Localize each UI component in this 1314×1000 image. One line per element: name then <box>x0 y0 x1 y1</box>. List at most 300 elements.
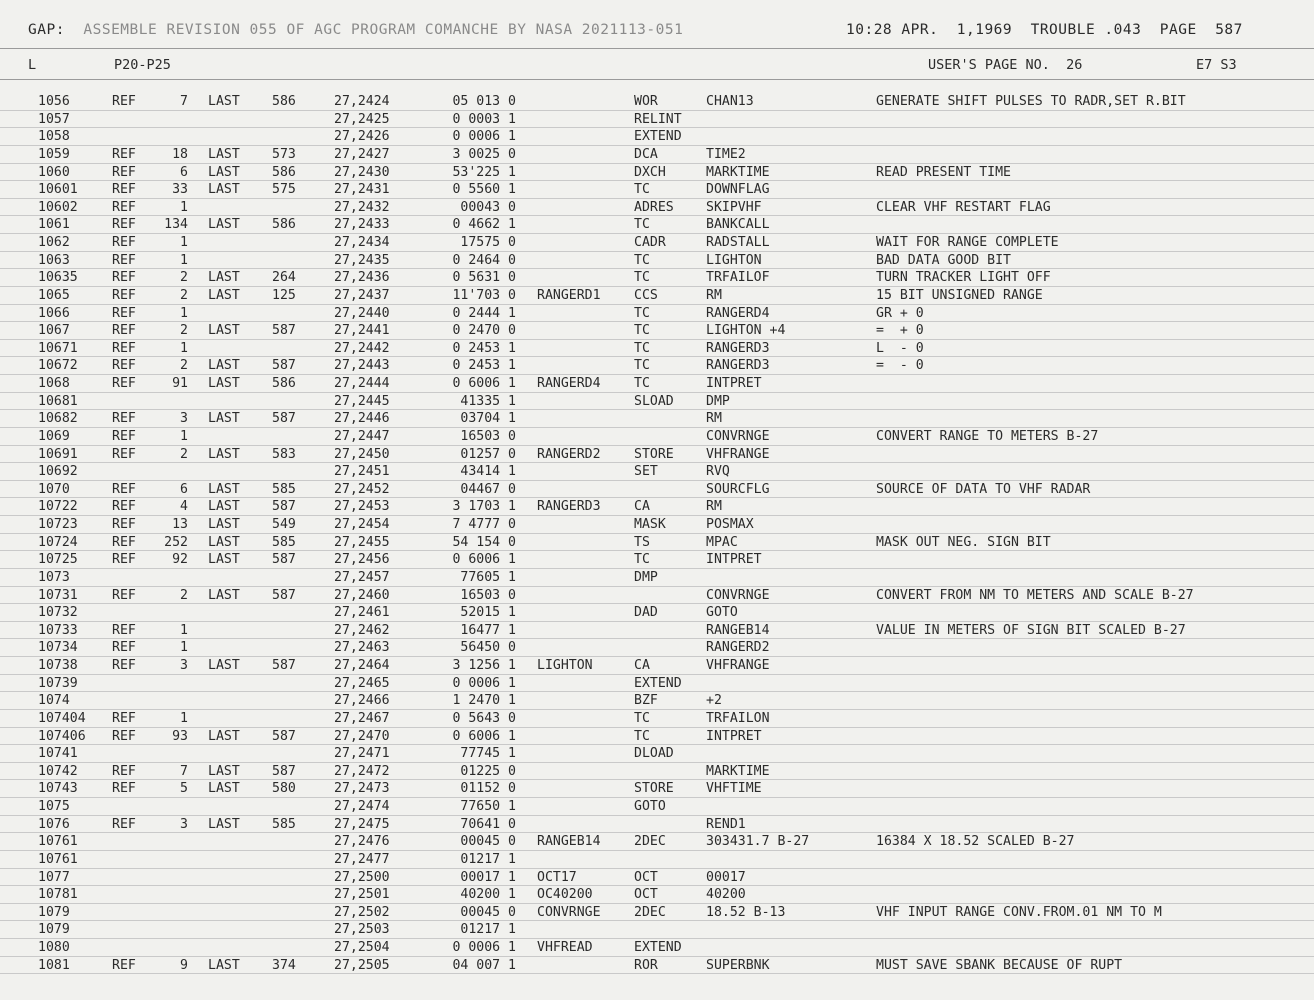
last-tag: LAST <box>208 816 240 832</box>
comment: VHF INPUT RANGE CONV.FROM.01 NM TO M <box>876 904 1162 920</box>
ref-count: 3 <box>180 658 188 673</box>
line-number: 1066 <box>38 305 70 321</box>
ref-tag: REF <box>112 781 136 797</box>
last-tag: LAST <box>208 587 240 603</box>
ref-tag: REF <box>112 728 136 744</box>
last-page: 585 <box>272 816 296 832</box>
listing-row <box>0 886 1314 904</box>
comment: WAIT FOR RANGE COMPLETE <box>876 235 1059 250</box>
comment: MUST SAVE SBANK BECAUSE OF RUPT <box>876 957 1123 973</box>
address: 27,2442 <box>334 340 390 356</box>
address: 27,2475 <box>334 816 390 832</box>
comment: = - 0 <box>876 358 924 374</box>
ref-count: 2 <box>180 358 188 374</box>
listing-row <box>0 481 1314 499</box>
ref-tag: REF <box>112 710 136 726</box>
operand: 00017 <box>706 869 746 885</box>
opcode: TC <box>634 252 650 268</box>
octal-code: 0 0006 1 <box>452 129 516 145</box>
listing-row <box>0 904 1314 922</box>
operand: 18.52 B-13 <box>706 904 786 920</box>
line-number: 1074 <box>38 693 70 709</box>
line-number: 1080 <box>38 940 70 955</box>
opcode: EXTEND <box>634 940 682 955</box>
ref-tag: REF <box>112 517 136 532</box>
operand: CHAN13 <box>706 94 754 109</box>
listing-row <box>0 410 1314 428</box>
octal-code: 16477 1 <box>460 622 516 638</box>
ref-tag: REF <box>112 552 136 568</box>
last-page: 264 <box>272 270 296 286</box>
last-page: 125 <box>272 287 296 303</box>
octal-code: 0 5643 0 <box>452 710 516 726</box>
opcode: EXTEND <box>634 675 682 691</box>
operand: RVQ <box>706 464 730 480</box>
listing-row <box>0 463 1314 481</box>
listing-row <box>0 622 1314 640</box>
line-number: 1077 <box>38 869 70 885</box>
ref-count: 7 <box>180 763 188 779</box>
ref-tag: REF <box>112 252 136 268</box>
listing-row <box>0 393 1314 411</box>
opcode: RELINT <box>634 111 682 127</box>
line-number: 10761 <box>38 834 78 850</box>
listing-row <box>0 269 1314 287</box>
line-number: 10671 <box>38 340 78 356</box>
line-number: 10733 <box>38 622 78 638</box>
ref-count: 92 <box>172 552 188 568</box>
address: 27,2461 <box>334 605 390 621</box>
address: 27,2457 <box>334 569 390 585</box>
listing-row <box>0 851 1314 869</box>
ref-count: 1 <box>180 428 188 444</box>
line-number: 10725 <box>38 552 78 568</box>
opcode: STORE <box>634 781 674 797</box>
listing-row <box>0 357 1314 375</box>
address: 27,2504 <box>334 940 390 955</box>
octal-code: 53'225 1 <box>452 164 516 180</box>
label: RANGERD1 <box>537 287 601 303</box>
last-tag: LAST <box>208 411 240 427</box>
opcode: TS <box>634 534 650 550</box>
listing-row <box>0 957 1314 975</box>
address: 27,2441 <box>334 323 390 339</box>
line-number: 1058 <box>38 129 70 145</box>
opcode: OCT <box>634 887 658 903</box>
address: 27,2431 <box>334 182 390 198</box>
opcode: CADR <box>634 235 666 250</box>
comment: READ PRESENT TIME <box>876 164 1011 180</box>
octal-code: 01217 1 <box>460 851 516 867</box>
ref-tag: REF <box>112 499 136 515</box>
opcode: DAD <box>634 605 658 621</box>
ref-count: 1 <box>180 340 188 356</box>
ref-count: 13 <box>172 517 188 532</box>
last-tag: LAST <box>208 728 240 744</box>
ref-count: 18 <box>172 146 188 162</box>
line-number: 10741 <box>38 746 78 762</box>
octal-code: 17575 0 <box>460 235 516 250</box>
last-page: 587 <box>272 587 296 603</box>
address: 27,2432 <box>334 199 390 215</box>
ref-count: 2 <box>180 270 188 286</box>
opcode: MASK <box>634 517 666 532</box>
page-reference: E7 S3 <box>1196 57 1237 73</box>
ref-tag: REF <box>112 358 136 374</box>
operand: RM <box>706 411 722 427</box>
octal-code: 0 2470 0 <box>452 323 516 339</box>
label: LIGHTON <box>537 658 593 673</box>
assembly-title: ASSEMBLE REVISION 055 OF AGC PROGRAM COMANCHE BY NASA 2021113-051 <box>83 22 684 38</box>
operand: VHFRANGE <box>706 658 770 673</box>
date-page-info: 10:28 APR. 1,1969 TROUBLE .043 PAGE 587 <box>846 22 1243 38</box>
ref-count: 3 <box>180 411 188 427</box>
listing-row <box>0 587 1314 605</box>
octal-code: 3 0025 0 <box>452 146 516 162</box>
opcode: TC <box>634 305 650 321</box>
listing-row <box>0 939 1314 957</box>
operand: TIME2 <box>706 146 746 162</box>
line-number: 10722 <box>38 499 78 515</box>
opcode: GOTO <box>634 799 666 814</box>
octal-code: 00045 0 <box>460 904 516 920</box>
ref-tag: REF <box>112 217 136 233</box>
line-number: 1079 <box>38 922 70 938</box>
opcode: TC <box>634 358 650 374</box>
address: 27,2451 <box>334 464 390 480</box>
comment: CONVERT RANGE TO METERS B-27 <box>876 428 1099 444</box>
opcode: DCA <box>634 146 658 162</box>
ref-count: 5 <box>180 781 188 797</box>
comment: TURN TRACKER LIGHT OFF <box>876 270 1051 286</box>
subheader-marker: L <box>28 57 37 73</box>
ref-count: 91 <box>172 376 188 391</box>
ref-tag: REF <box>112 481 136 497</box>
listing-row <box>0 675 1314 693</box>
address: 27,2455 <box>334 534 390 550</box>
ref-count: 1 <box>180 199 188 215</box>
ref-count: 9 <box>180 957 188 973</box>
address: 27,2502 <box>334 904 390 920</box>
octal-code: 0 6006 1 <box>452 376 516 391</box>
octal-code: 54 154 0 <box>452 534 516 550</box>
operand: RM <box>706 499 722 515</box>
listing-row <box>0 93 1314 111</box>
address: 27,2500 <box>334 869 390 885</box>
last-page: 583 <box>272 446 296 462</box>
ref-count: 1 <box>180 235 188 250</box>
listing-row <box>0 146 1314 164</box>
header-rule <box>0 48 1314 49</box>
line-number: 1062 <box>38 235 70 250</box>
listing-row <box>0 216 1314 234</box>
last-page: 587 <box>272 552 296 568</box>
line-number: 10742 <box>38 763 78 779</box>
listing-row <box>0 446 1314 464</box>
address: 27,2505 <box>334 957 390 973</box>
octal-code: 40200 1 <box>460 887 516 903</box>
last-tag: LAST <box>208 270 240 286</box>
line-number: 1063 <box>38 252 70 268</box>
listing-row <box>0 534 1314 552</box>
last-page: 587 <box>272 358 296 374</box>
operand: INTPRET <box>706 728 762 744</box>
ref-count: 2 <box>180 323 188 339</box>
address: 27,2437 <box>334 287 390 303</box>
address: 27,2424 <box>334 94 390 109</box>
listing-row <box>0 498 1314 516</box>
opcode: ROR <box>634 957 658 973</box>
ref-tag: REF <box>112 446 136 462</box>
operand: 303431.7 B-27 <box>706 834 810 850</box>
address: 27,2452 <box>334 481 390 497</box>
listing-row <box>0 833 1314 851</box>
opcode: TC <box>634 710 650 726</box>
operand: SOURCFLG <box>706 481 770 497</box>
ref-count: 2 <box>180 587 188 603</box>
operand: CONVRNGE <box>706 428 770 444</box>
last-page: 586 <box>272 164 296 180</box>
label: CONVRNGE <box>537 904 601 920</box>
octal-code: 05 013 0 <box>452 94 516 109</box>
opcode: DXCH <box>634 164 666 180</box>
operand: LIGHTON <box>706 252 762 268</box>
label: VHFREAD <box>537 940 593 955</box>
ref-count: 6 <box>180 164 188 180</box>
last-tag: LAST <box>208 376 240 391</box>
section-title: P20-P25 <box>114 57 171 73</box>
address: 27,2430 <box>334 164 390 180</box>
address: 27,2460 <box>334 587 390 603</box>
last-tag: LAST <box>208 957 240 973</box>
page-header <box>28 22 1308 44</box>
listing-row <box>0 111 1314 129</box>
label: OC40200 <box>537 887 593 903</box>
octal-code: 01152 0 <box>460 781 516 797</box>
opcode: OCT <box>634 869 658 885</box>
line-number: 10692 <box>38 464 78 480</box>
listing-row <box>0 340 1314 358</box>
ref-count: 2 <box>180 287 188 303</box>
listing-row <box>0 322 1314 340</box>
operand: MARKTIME <box>706 763 770 779</box>
line-number: 10731 <box>38 587 78 603</box>
octal-code: 04 007 1 <box>452 957 516 973</box>
listing-row <box>0 921 1314 939</box>
ref-count: 33 <box>172 182 188 198</box>
octal-code: 01225 0 <box>460 763 516 779</box>
last-page: 587 <box>272 499 296 515</box>
line-number: 1065 <box>38 287 70 303</box>
opcode: TC <box>634 182 650 198</box>
line-number: 10682 <box>38 411 78 427</box>
listing-row <box>0 869 1314 887</box>
ref-count: 1 <box>180 252 188 268</box>
ref-tag: REF <box>112 164 136 180</box>
line-number: 1081 <box>38 957 70 973</box>
address: 27,2453 <box>334 499 390 515</box>
opcode: TC <box>634 728 650 744</box>
ref-count: 1 <box>180 305 188 321</box>
address: 27,2465 <box>334 675 390 691</box>
operand: VHFTIME <box>706 781 762 797</box>
octal-code: 41335 1 <box>460 393 516 409</box>
address: 27,2470 <box>334 728 390 744</box>
last-tag: LAST <box>208 358 240 374</box>
last-tag: LAST <box>208 164 240 180</box>
last-page: 573 <box>272 146 296 162</box>
ref-tag: REF <box>112 640 136 656</box>
octal-code: 70641 0 <box>460 816 516 832</box>
listing-row <box>0 181 1314 199</box>
ref-count: 3 <box>180 816 188 832</box>
listing-row <box>0 375 1314 393</box>
address: 27,2474 <box>334 799 390 814</box>
line-number: 10691 <box>38 446 78 462</box>
operand: RANGEB14 <box>706 622 770 638</box>
comment: CLEAR VHF RESTART FLAG <box>876 199 1051 215</box>
octal-code: 0 4662 1 <box>452 217 516 233</box>
opcode: 2DEC <box>634 904 666 920</box>
octal-code: 0 5560 1 <box>452 182 516 198</box>
listing-row <box>0 692 1314 710</box>
opcode: SET <box>634 464 658 480</box>
ref-count: 93 <box>172 728 188 744</box>
line-number: 10743 <box>38 781 78 797</box>
last-tag: LAST <box>208 552 240 568</box>
listing-row <box>0 604 1314 622</box>
operand: MPAC <box>706 534 738 550</box>
line-number: 1057 <box>38 111 70 127</box>
line-number: 1068 <box>38 376 70 391</box>
ref-tag: REF <box>112 658 136 673</box>
opcode: DLOAD <box>634 746 674 762</box>
listing-row <box>0 816 1314 834</box>
address: 27,2440 <box>334 305 390 321</box>
label: OCT17 <box>537 869 577 885</box>
listing-row <box>0 287 1314 305</box>
octal-code: 0 2453 1 <box>452 358 516 374</box>
operand: TRFAILON <box>706 710 770 726</box>
address: 27,2454 <box>334 517 390 532</box>
last-tag: LAST <box>208 499 240 515</box>
address: 27,2464 <box>334 658 390 673</box>
last-tag: LAST <box>208 94 240 109</box>
last-page: 587 <box>272 658 296 673</box>
address: 27,2435 <box>334 252 390 268</box>
listing-row <box>0 639 1314 657</box>
last-page: 586 <box>272 217 296 233</box>
octal-code: 0 6006 1 <box>452 552 516 568</box>
address: 27,2472 <box>334 763 390 779</box>
octal-code: 0 2453 1 <box>452 340 516 356</box>
octal-code: 77650 1 <box>460 799 516 814</box>
opcode: WOR <box>634 94 658 109</box>
octal-code: 16503 0 <box>460 428 516 444</box>
octal-code: 00043 0 <box>460 199 516 215</box>
operand: RADSTALL <box>706 235 770 250</box>
address: 27,2463 <box>334 640 390 656</box>
listing-row <box>0 798 1314 816</box>
user-page-number: USER'S PAGE NO. 26 <box>928 57 1083 73</box>
last-tag: LAST <box>208 446 240 462</box>
opcode: TC <box>634 376 650 391</box>
ref-tag: REF <box>112 622 136 638</box>
operand: RANGERD4 <box>706 305 770 321</box>
octal-code: 0 0006 1 <box>452 675 516 691</box>
octal-code: 43414 1 <box>460 464 516 480</box>
label: RANGERD4 <box>537 376 601 391</box>
listing-row <box>0 763 1314 781</box>
line-number: 1067 <box>38 323 70 339</box>
listing-row <box>0 569 1314 587</box>
address: 27,2466 <box>334 693 390 709</box>
line-number: 1059 <box>38 146 70 162</box>
label: RANGERD3 <box>537 499 601 515</box>
last-tag: LAST <box>208 517 240 532</box>
last-page: 587 <box>272 411 296 427</box>
operand: RANGERD2 <box>706 640 770 656</box>
opcode: TC <box>634 340 650 356</box>
opcode: TC <box>634 323 650 339</box>
octal-code: 04467 0 <box>460 481 516 497</box>
octal-code: 7 4777 0 <box>452 517 516 532</box>
address: 27,2444 <box>334 376 390 391</box>
listing-row <box>0 710 1314 728</box>
ref-tag: REF <box>112 235 136 250</box>
ref-count: 1 <box>180 622 188 638</box>
operand: GOTO <box>706 605 738 621</box>
operand: INTPRET <box>706 376 762 391</box>
comment: SOURCE OF DATA TO VHF RADAR <box>876 481 1091 497</box>
label: RANGERD2 <box>537 446 601 462</box>
ref-tag: REF <box>112 199 136 215</box>
line-number: 1079 <box>38 904 70 920</box>
last-page: 587 <box>272 323 296 339</box>
address: 27,2476 <box>334 834 390 850</box>
line-number: 1070 <box>38 481 70 497</box>
octal-code: 3 1256 1 <box>452 658 516 673</box>
subheader-rule <box>0 79 1314 80</box>
label: RANGEB14 <box>537 834 601 850</box>
comment: = + 0 <box>876 323 924 339</box>
operand: SKIPVHF <box>706 199 762 215</box>
octal-code: 0 2444 1 <box>452 305 516 321</box>
ref-tag: REF <box>112 287 136 303</box>
listing-row <box>0 252 1314 270</box>
ref-tag: REF <box>112 340 136 356</box>
octal-code: 01257 0 <box>460 446 516 462</box>
ref-tag: REF <box>112 587 136 603</box>
line-number: 1060 <box>38 164 70 180</box>
line-number: 1069 <box>38 428 70 444</box>
page-subheader <box>28 57 1308 77</box>
line-number: 10732 <box>38 605 78 621</box>
last-page: 374 <box>272 957 296 973</box>
listing-row <box>0 780 1314 798</box>
last-page: 549 <box>272 517 296 532</box>
opcode: CCS <box>634 287 658 303</box>
address: 27,2446 <box>334 411 390 427</box>
operand: POSMAX <box>706 517 754 532</box>
line-number: 1076 <box>38 816 70 832</box>
line-number: 10723 <box>38 517 78 532</box>
last-tag: LAST <box>208 287 240 303</box>
last-tag: LAST <box>208 781 240 797</box>
comment: MASK OUT NEG. SIGN BIT <box>876 534 1051 550</box>
last-tag: LAST <box>208 323 240 339</box>
line-number: 10781 <box>38 887 78 903</box>
